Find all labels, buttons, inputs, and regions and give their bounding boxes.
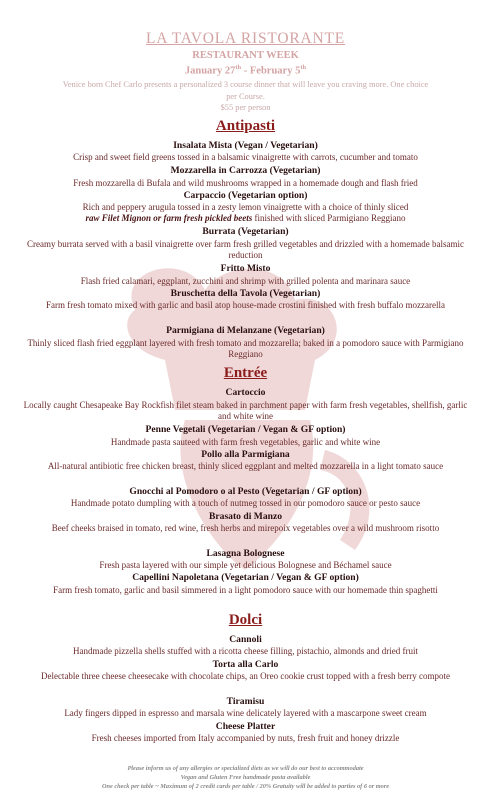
menu-item-name: Parmigiana di Melanzane (Vegetarian) <box>166 325 325 336</box>
menu-item-description: Creamy burrata served with a basil vinaigrette over farm fresh grilled vegetables and drizzled with a homemade balsamic reduction <box>26 239 465 260</box>
footer-check-policy: One check per table ~ Maximum of 2 credit cards per table / 20% Gratuity will be added to parties of 6 or more <box>101 783 390 790</box>
menu-item-description: Farm fresh tomato mixed with garlic and basil atop house-made crostini finished with fresh buffalo mozzarella <box>46 300 445 310</box>
menu-item-description: Handmade potato dumpling with a touch of nutmeg tossed in our pomodoro sauce or pesto sauce <box>70 498 421 508</box>
menu-item-name: Cannoli <box>229 634 262 645</box>
menu-item-name: Lasagna Bolognese <box>206 548 285 559</box>
footer-allergy-note: Please inform us of any allergies or specialized diets as we will do our best to accommodate <box>127 765 364 772</box>
section-title-entree: Entrée <box>223 365 268 381</box>
menu-item-name: Capellini Napoletana (Vegetarian / Vegan & GF option) <box>132 572 359 583</box>
menu-item-name: Torta alla Carlo <box>212 659 279 670</box>
footer-vegan-note: Vegan and Gluten Free handmade pasta available <box>180 774 311 781</box>
menu-item-name: Insalata Mista (Vegan / Vegetarian) <box>173 140 318 151</box>
menu-item-name: Penne Vegetali (Vegetarian / Vegan & GF option) <box>145 424 346 435</box>
menu-item-name: Gnocchi al Pomodoro o al Pesto (Vegetarian / GF option) <box>129 486 362 497</box>
menu-item-description: All-natural antibiotic free chicken breast, thinly sliced eggplant and melted mozzarella in a light tomato sauce <box>47 461 444 471</box>
menu-item-description: Rich and peppery arugula tossed in a zesty lemon vinaigrette with a choice of thinly sliced raw Filet Mignon or farm fresh pickled beets finished with sliced Parmigiano Reggiano <box>82 202 409 223</box>
menu-item-description: Fresh pasta layered with our simple yet delicious Bolognese and Béchamel sauce <box>99 560 392 570</box>
menu-item-name: Pollo alla Parmigiana <box>201 449 290 460</box>
menu-item-name: Carpaccio (Vegetarian option) <box>183 190 308 201</box>
menu-item-description: Fresh cheeses imported from Italy accompanied by nuts, fresh fruit and honey drizzle <box>91 733 400 743</box>
menu-item-name: Brasato di Manzo <box>208 511 283 522</box>
section-title-antipasti: Antipasti <box>215 118 276 134</box>
menu-item-description: Locally caught Chesapeake Bay Rockfish filet steam baked in parchment paper with farm fresh vegetables, shellfish, garlic and white wine <box>23 400 468 421</box>
menu-item-description: Flash fried calamari, eggplant, zucchini and shrimp with grilled polenta and marinara sauce <box>80 276 411 286</box>
menu-item-description: Lady fingers dipped in espresso and marsala wine delicately layered with a mascarpone sweet cream <box>64 708 427 718</box>
menu-item-description: Crisp and sweet field greens tossed in a balsamic vinaigrette with carrots, cucumber and tomato <box>73 152 418 162</box>
section-title-dolci: Dolci <box>228 612 263 628</box>
price: $55 per person <box>220 103 271 112</box>
menu-item-name: Bruschetta della Tavola (Vegetarian) <box>170 288 321 299</box>
menu-item-description: Fresh mozzarella di Bufala and wild mushrooms wrapped in a homemade dough and flash fried <box>73 178 418 188</box>
menu-item-name: Fritto Misto <box>220 263 271 274</box>
restaurant-name: LA TAVOLA RISTORANTE <box>145 30 346 47</box>
menu-item-name: Burrata (Vegetarian) <box>202 226 289 237</box>
menu-item-description: Farm fresh tomato, garlic and basil simmered in a light pomodoro sauce with our homemade thin spaghetti <box>53 585 438 595</box>
event-title: RESTAURANT WEEK <box>192 50 299 61</box>
menu-item-name: Tiramisu <box>226 696 265 707</box>
menu-item-description: Handmade pasta sauteed with farm fresh vegetables, garlic and white wine <box>110 437 381 447</box>
menu-item-name: Mozzarella in Carrozza (Vegetarian) <box>170 165 321 176</box>
intro-text: Venice born Chef Carlo presents a personalized 3 course dinner that will leave you craving more. One choice per Course. <box>62 80 429 101</box>
menu-item-description: Beef cheeks braised in tomato, red wine, fresh herbs and mirepoix vegetables over a wild mushroom risotto <box>51 523 440 533</box>
menu-item-name: Cheese Platter <box>215 721 276 732</box>
event-dates: January 27th - February 5th <box>184 64 307 77</box>
menu-item-description: Handmade pizzella shells stuffed with a ricotta cheese filling, pistachio, almonds and dried fruit <box>73 646 418 656</box>
menu-item-name: Cartoccio <box>225 387 266 398</box>
menu-item-description: Thinly sliced flash fried eggplant layered with fresh tomato and mozzarella; baked in a pomodoro sauce with Parmigiano Reggiano <box>27 338 464 359</box>
menu-item-description: Delectable three cheese cheesecake with chocolate chips, an Oreo cookie crust topped with a fresh berry compote <box>40 671 451 681</box>
